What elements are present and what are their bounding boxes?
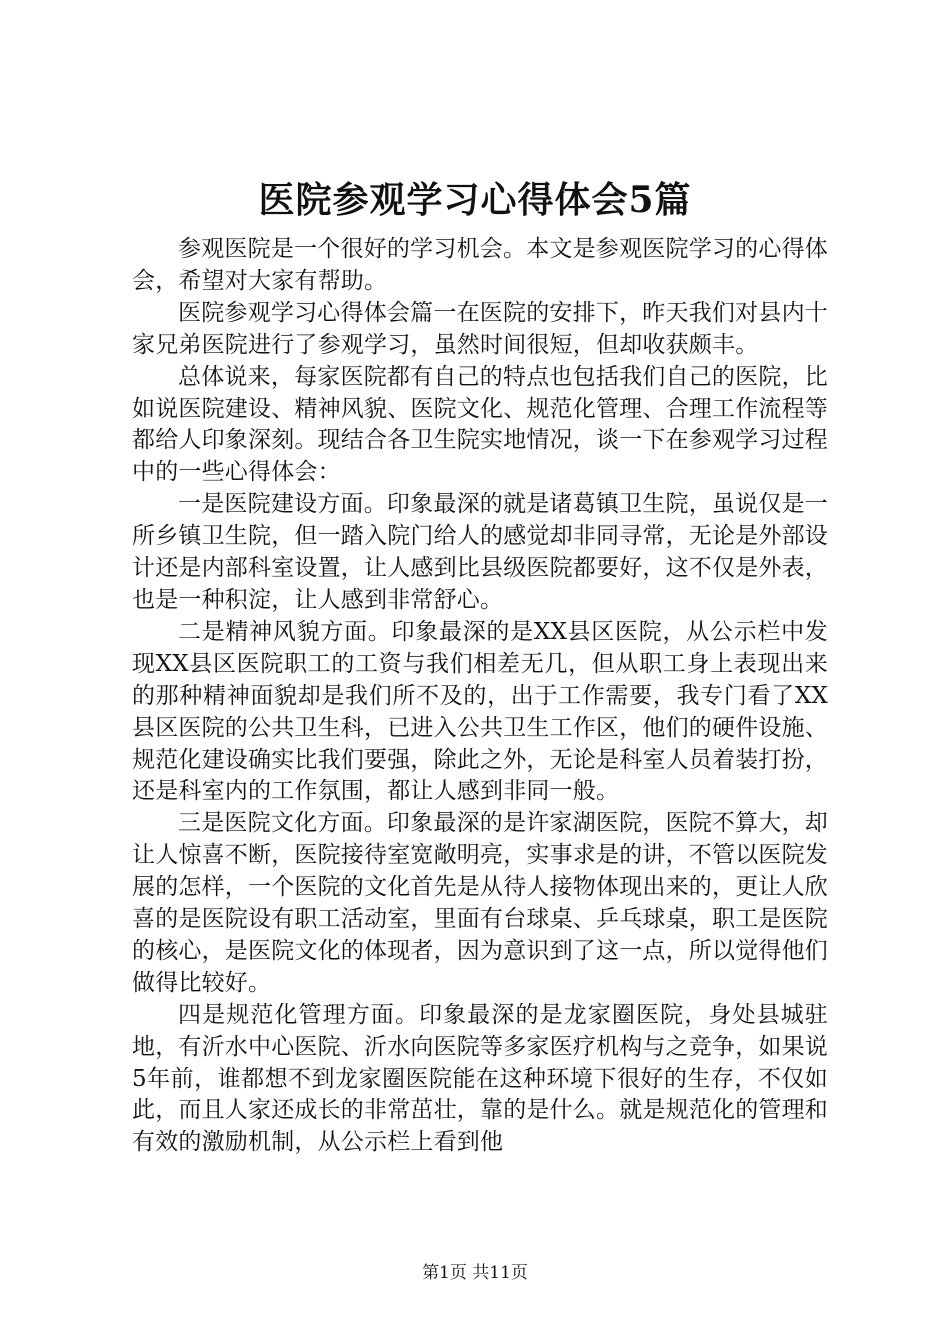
paragraph-spirit: 二是精神风貌方面。印象最深的是XX县区医院，从公示栏中发现XX县区医院职工的工资与我们相差无几，但从职工身上表现出来的那种精神面貌却是我们所不及的，出于工作需要，我专门看了XX县区医院的公共卫生科，已进入公共卫生工作区，他们的硬件设施、规范化建设确实比我们要强，除此之外，无论是科室人员着装打扮，还是科室内的工作氛围，都让人感到非同一般。 [132, 618, 828, 805]
document-title: 医院参观学习心得体会5篇 [258, 179, 692, 221]
paragraph-hospital-construction: 一是医院建设方面。印象最深的就是诸葛镇卫生院，虽说仅是一所乡镇卫生院，但一踏入院门给人的感觉却非同寻常，无论是外部设计还是内部科室设置，让人感到比县级医院都要好，这不仅是外表，也是一种积淀，让人感到非常舒心。 [132, 491, 828, 613]
paragraph-overview: 总体说来，每家医院都有自己的特点也包括我们自己的医院，比如说医院建设、精神风貌、医院文化、规范化管理、合理工作流程等都给人印象深刻。现结合各卫生院实地情况，谈一下在参观学习过程中的一些心得体会： [132, 363, 828, 486]
paragraph-management: 四是规范化管理方面。印象最深的是龙家圈医院，身处县城驻地，有沂水中心医院、沂水向医院等多家医疗机构与之竞争，如果说5年前，谁都想不到龙家圈医院能在这种环境下很好的生存，不仅如此，而且人家还成长的非常茁壮，靠的是什么。就是规范化的管理和有效的激励机制，从公示栏上看到他 [132, 1001, 828, 1156]
paragraph-intro: 参观医院是一个很好的学习机会。本文是参观医院学习的心得体会，希望对大家有帮助。 [132, 236, 828, 294]
paragraph-part-one: 医院参观学习心得体会篇一在医院的安排下，昨天我们对县内十家兄弟医院进行了参观学习，虽然时间很短，但却收获颇丰。 [132, 299, 828, 358]
document-body [132, 234, 828, 1159]
paragraph-culture: 三是医院文化方面。印象最深的是许家湖医院，医院不算大，却让人惊喜不断，医院接待室宽敞明亮，实事求是的讲，不管以医院发展的怎样，一个医院的文化首先是从待人接物体现出来的，更让人欣喜的是医院设有职工活动室，里面有台球桌、乒乓球桌，职工是医院的核心，是医院文化的体现者，因为意识到了这一点，所以觉得他们做得比较好。 [132, 810, 828, 996]
page-indicator: 第1页 共11页 [422, 1263, 528, 1283]
